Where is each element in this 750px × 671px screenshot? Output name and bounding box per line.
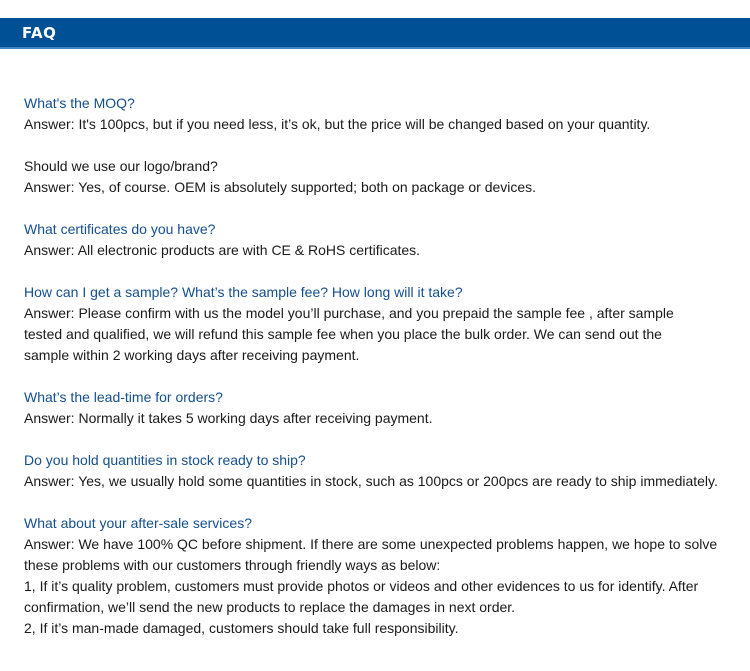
faq-answer-line: 2, If it’s man-made damaged, customers should take full responsibility. [24,620,459,636]
faq-question: What about your after-sale services? [24,515,252,531]
faq-answer-line: Answer: All electronic products are with CE & RoHS certificates. [24,242,421,258]
faq-item [24,387,734,429]
faq-item [24,156,734,198]
faq-answer-line: Answer: Yes, of course. OEM is absolutely supported; both on package or devices. [24,179,537,195]
faq-question: Do you hold quantities in stock ready to ship? [24,452,306,468]
faq-answer-line: 1, If it’s quality problem, customers must provide photos or videos and other evidences to us for identify. After [24,578,699,594]
faq-question: Should we use our logo/brand? [24,158,218,174]
page-title: FAQ [22,24,57,42]
faq-item [24,450,734,492]
faq-answer-line: Answer: We have 100% QC before shipment. If there are some unexpected problems happen, we hope to solve [24,536,718,552]
faq-list [24,93,734,660]
faq-item [24,282,734,366]
faq-answer-line: sample within 2 working days after receiving payment. [24,347,360,363]
faq-answer-line: Answer: Please confirm with us the model you’ll purchase, and you prepaid the sample fee , after sample [24,305,674,321]
faq-question: What’s the lead-time for orders? [24,389,223,405]
faq-answer-line: these problems with our customers through friendly ways as below: [24,557,441,573]
faq-question: How can I get a sample? What’s the sample fee? How long will it take? [24,284,463,300]
faq-header-bar [0,18,750,49]
faq-item [24,219,734,261]
faq-answer-line: Answer: It's 100pcs, but if you need less, it’s ok, but the price will be changed based on your quantity. [24,116,651,132]
faq-answer-line: confirmation, we’ll send the new products to replace the damages in next order. [24,599,516,615]
faq-question: What's the MOQ? [24,95,135,111]
faq-answer-line: Answer: Normally it takes 5 working days after receiving payment. [24,410,433,426]
faq-item [24,513,734,639]
faq-answer-line: tested and qualified, we will refund this sample fee when you place the bulk order. We can send out the [24,326,662,342]
faq-question: What certificates do you have? [24,221,216,237]
faq-answer-line: Answer: Yes, we usually hold some quantities in stock, such as 100pcs or 200pcs are ready to ship immediately. [24,473,718,489]
faq-item [24,93,734,135]
